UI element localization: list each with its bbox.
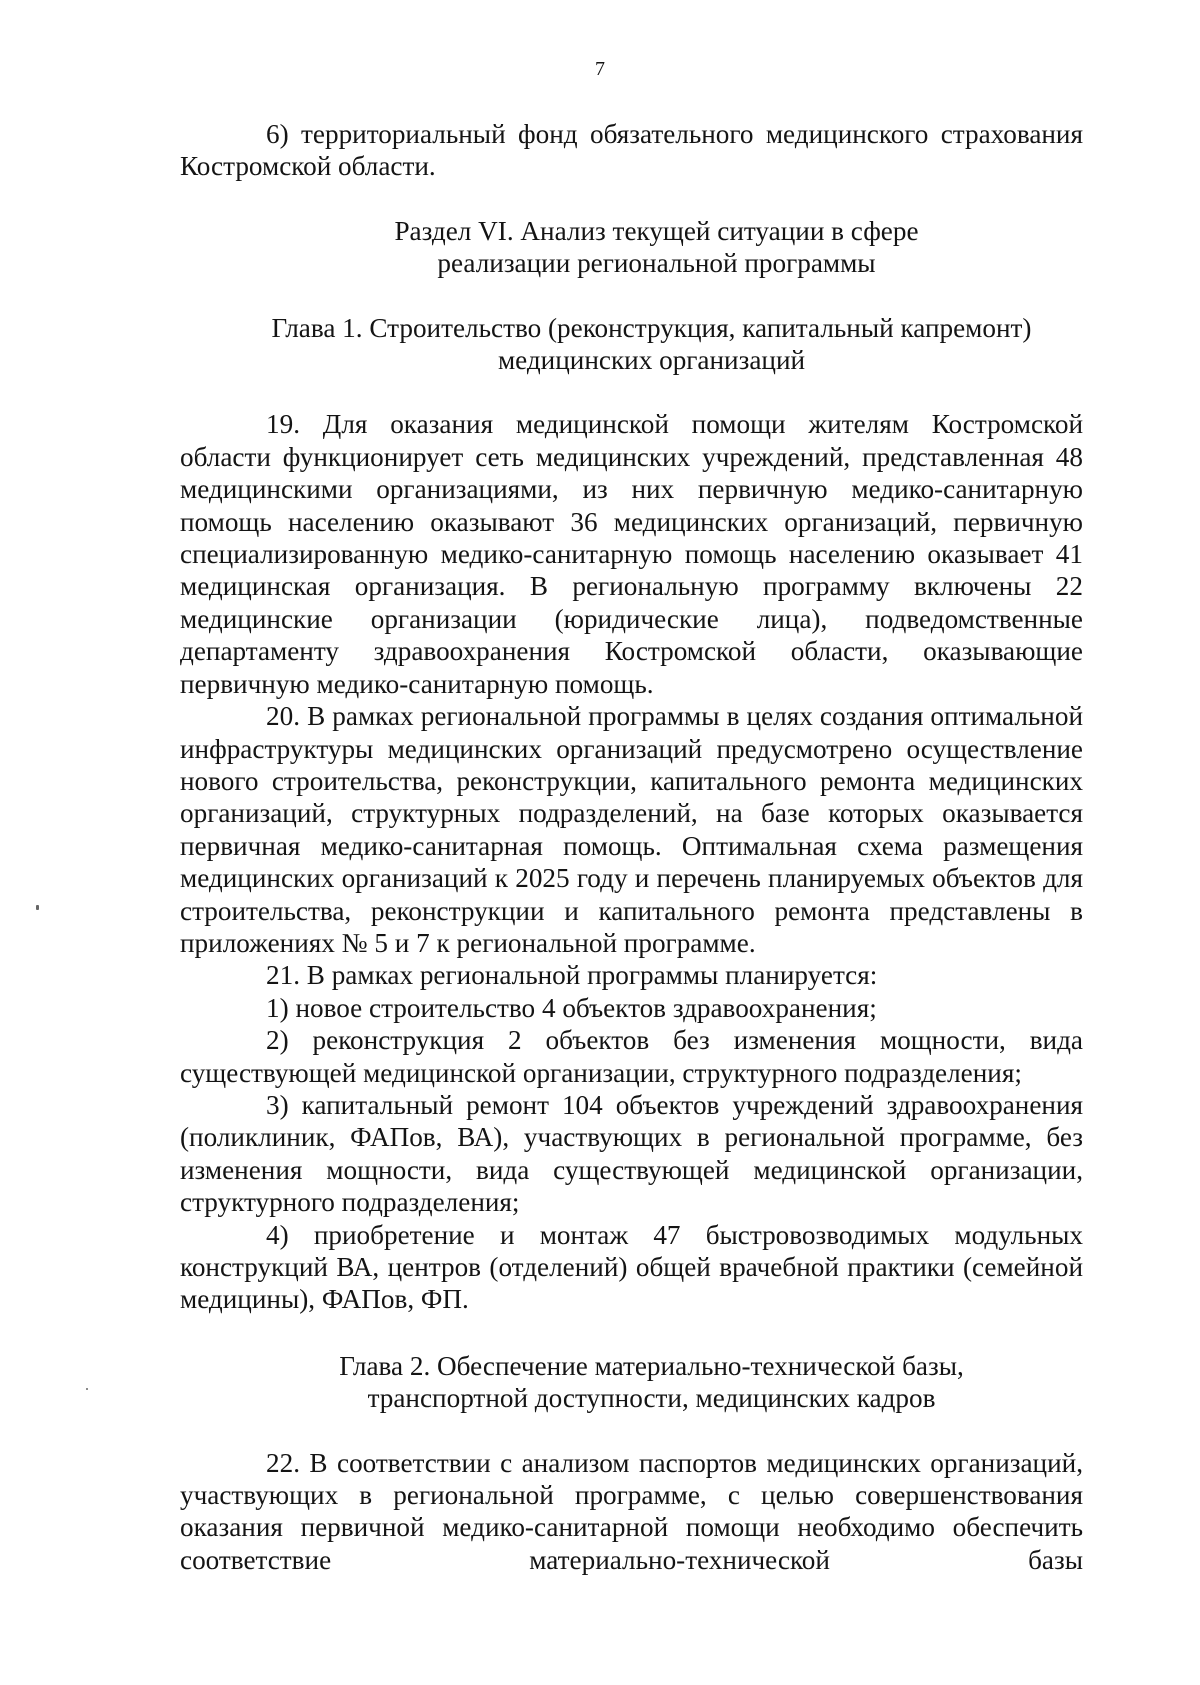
document-body — [180, 118, 1083, 1576]
scan-speck — [86, 1388, 88, 1390]
section-heading-line-2: реализации региональной программы — [437, 248, 876, 279]
paragraph-21: 21. В рамках региональной программы планируется: — [266, 960, 878, 991]
list-item-3: 3) капитальный ремонт 104 объектов учреждений здравоохранения (поликлиник, ФАПов, ВА), участвующих в региональной программе, без изменения мощности, вида существующей медицинской организации, структурного подразделения; — [180, 1089, 1083, 1218]
chapter-2-heading — [180, 1350, 1083, 1415]
scan-speck — [36, 905, 39, 910]
list-item-2: 2) реконструкция 2 объектов без изменения мощности, вида существующей медицинской организации, структурного подразделения; — [180, 1025, 1083, 1088]
chapter-1-heading-line-2: медицинских организаций — [497, 345, 806, 376]
chapter-2-heading-line-1: Глава 2. Обеспечение материально-технической базы, — [339, 1350, 964, 1381]
paragraph-item-6: 6) территориальный фонд обязательного медицинского страхования Костромской области. — [180, 119, 1083, 182]
chapter-1-heading — [180, 312, 1083, 377]
chapter-2-heading-line-2: транспортной доступности, медицинских кадров — [367, 1383, 936, 1414]
paragraph-20: 20. В рамках региональной программы в целях создания оптимальной инфраструктуры медицинских организаций предусмотрено осуществление нового строительства, реконструкции, капитального ремонта медицинских организаций, структурных подразделений, на базе которых оказывается первичная медико-санитарная помощь. Оптимальная схема размещения медицинских организаций к 2025 году и перечень планируемых объектов для строительства, реконструкции и капитального ремонта представлены в приложениях № 5 и 7 к региональной программе. — [180, 701, 1083, 958]
section-heading — [180, 215, 1083, 280]
list-item-1: 1) новое строительство 4 объектов здравоохранения; — [266, 992, 877, 1023]
paragraph-22: 22. В соответствии с анализом паспортов медицинских организаций, участвующих в региональной программе, с целью совершенствования оказания первичной медико-санитарной помощи необходимо обеспечить соответствие материально-технической базы — [180, 1447, 1083, 1575]
paragraph-19: 19. Для оказания медицинской помощи жителям Костромской области функционирует сеть медицинских учреждений, представленная 48 медицинскими организациями, из них первичную медико-санитарную помощь населению оказывают 36 медицинских организаций, первичную специализированную медико-санитарную помощь населению оказывает 41 медицинская организация. В региональную программу включены 22 медицинские организации (юридические лица), подведомственные департаменту здравоохранения Костромской области, оказывающие первичную медико-санитарную помощь. — [180, 409, 1083, 699]
section-heading-line-1: Раздел VI. Анализ текущей ситуации в сфере — [394, 215, 919, 246]
list-item-4: 4) приобретение и монтаж 47 быстровозводимых модульных конструкций ВА, центров (отделений) общей врачебной практики (семейной медицины), ФАПов, ФП. — [180, 1219, 1083, 1315]
page-number: 7 — [595, 58, 605, 80]
chapter-1-heading-line-1: Глава 1. Строительство (реконструкция, капитальный капремонт) — [271, 312, 1032, 343]
